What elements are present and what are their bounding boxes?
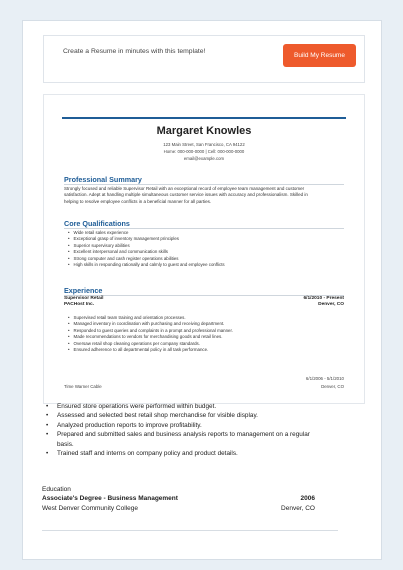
list-item: • Trained staff and interns on company policy and product details. bbox=[46, 449, 326, 458]
list-item: • Prepared and submitted sales and business analysis reports to management on a regular basis. bbox=[46, 430, 326, 449]
education-rule bbox=[42, 530, 338, 531]
education-year: 2006 bbox=[300, 495, 315, 502]
list-item: • Ensured store operations were performed within budget. bbox=[46, 402, 326, 411]
contact-phone: Home: 000-000-0000 | Cell: 000-000-0000 bbox=[163, 149, 245, 154]
contact-email: email@example.com bbox=[183, 156, 225, 161]
list-item: • Supervised retail team training and orientation processes. bbox=[68, 315, 233, 321]
document-page bbox=[22, 20, 382, 560]
list-item: • Wide retail sales experience bbox=[68, 230, 225, 236]
list-item: • Made recommendations to vendors for merchandising goods and retail lines. bbox=[68, 334, 233, 340]
qualifications-list bbox=[68, 230, 225, 268]
job1-bullets bbox=[68, 315, 233, 353]
summary-rule bbox=[64, 184, 344, 185]
page-bullet-list bbox=[46, 402, 326, 458]
resume-preview bbox=[43, 94, 365, 404]
job2-dates: 6/1/2006 - 5/1/2010 bbox=[305, 376, 344, 381]
education-school: West Denver Community College bbox=[42, 505, 138, 512]
qualifications-heading: Core Qualifications bbox=[64, 219, 130, 228]
list-item: • High skills in responding rationally and calmly to guest and employee conflicts bbox=[68, 262, 225, 268]
list-item: • Exceptional grasp of inventory management principles bbox=[68, 236, 225, 242]
promo-banner bbox=[43, 35, 365, 83]
list-item: • Strong computer and cash register operations abilities bbox=[68, 256, 225, 262]
job2-company: Time Warner Cable bbox=[64, 384, 102, 389]
list-item: • Superior supervisory abilities bbox=[68, 243, 225, 249]
header-rule bbox=[62, 117, 346, 119]
list-item: • Oversaw retail shop cleaning operations per company standards. bbox=[68, 341, 233, 347]
list-item: • Ensured adherence to all departmental policy in all task performance. bbox=[68, 347, 233, 353]
list-item: • Assessed and selected best retail shop merchandise for visible display. bbox=[46, 411, 326, 420]
qualifications-rule bbox=[64, 228, 344, 229]
contact-address: 123 Main Street, San Francisco, CA 94122 bbox=[163, 142, 245, 147]
list-item: • Excellent interpersonal and communication skills bbox=[68, 249, 225, 255]
list-item: • Responded to guest queries and complaints in a prompt and professional manner. bbox=[68, 328, 233, 334]
list-item: • Analyzed production reports to improve profitability. bbox=[46, 421, 326, 430]
experience-rule bbox=[64, 295, 344, 296]
job1-dates: 6/1/2010 - Present bbox=[303, 296, 344, 301]
education-heading: Education bbox=[42, 486, 71, 493]
experience-heading: Experience bbox=[64, 286, 103, 295]
resume-name: Margaret Knowles bbox=[156, 125, 252, 137]
education-degree: Associate's Degree - Business Management bbox=[42, 495, 178, 502]
job1-location: Denver, CO bbox=[318, 302, 344, 307]
job2-location: Denver, CO bbox=[321, 384, 344, 389]
list-item: • Managed inventory in coordination with purchasing and receiving department. bbox=[68, 321, 233, 327]
banner-text: Create a Resume in minutes with this template! bbox=[63, 48, 206, 55]
build-resume-button[interactable]: Build My Resume bbox=[283, 44, 356, 67]
education-location: Denver, CO bbox=[281, 505, 315, 512]
job1-company: PACHost Inc. bbox=[64, 302, 95, 307]
summary-text: Strongly focused and reliable Supervisor Retail with an exceptional record of employee team management and customer satisfaction. Adept at handling multiple simultaneous customer service issues with accuracy and professionalism. Skilled in helping to resolve employee conflicts in a beneficial manner for all parties. bbox=[64, 186, 308, 204]
summary-heading: Professional Summary bbox=[64, 175, 142, 184]
job1-title: Supervisor Retail bbox=[64, 296, 104, 301]
